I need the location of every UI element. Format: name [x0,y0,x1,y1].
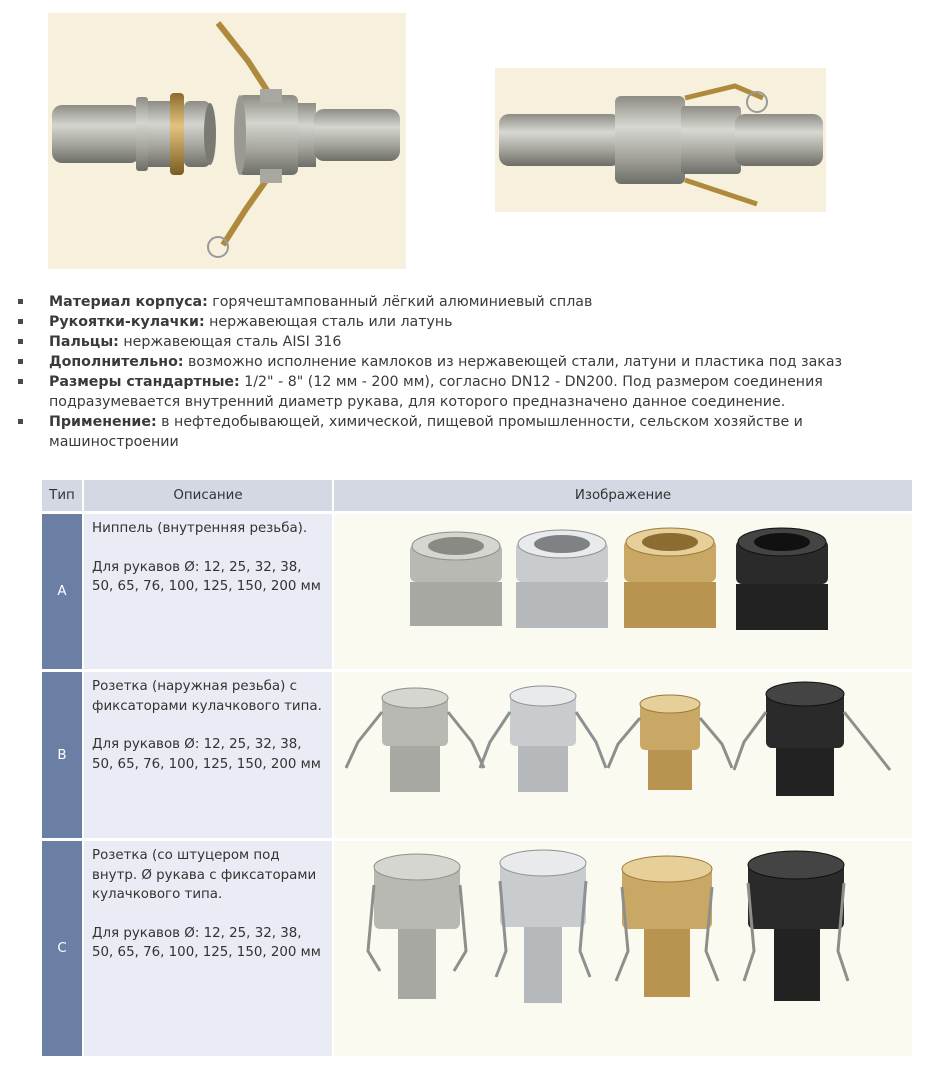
header-description: Описание [83,480,333,513]
specs-list [16,292,916,452]
header-image: Изображение [333,480,912,513]
spec-label: Размеры стандартные: [49,374,240,390]
spec-item [16,352,916,372]
fitting-brass [608,695,732,790]
spec-text: нержавеющая сталь AISI 316 [118,334,342,350]
table-row [42,840,912,1057]
type-cell: C [42,840,83,1057]
description-cell [83,671,333,840]
image-cell [333,671,912,840]
spec-item [16,372,916,412]
header-type: Тип [42,480,83,513]
description-cell [83,513,333,671]
description-sizes: Для рукавов Ø: 12, 25, 32, 38, 50, 65, 76, 100, 125, 150, 200 мм [92,737,321,772]
fitting-brass [624,528,716,628]
photo-connected-camlock [495,68,826,212]
fitting-steel [496,850,590,1003]
spec-text: возможно исполнение камлоков из нержавеющей стали, латуни и пластика под заказ [183,354,843,370]
fitting-aluminum [346,688,484,792]
type-a-fittings-illustration [334,514,913,669]
image-cell [333,840,912,1057]
camlock-disconnected-illustration [48,13,406,269]
table-row [42,671,912,840]
spec-item [16,292,916,312]
image-cell [333,513,912,671]
spec-text: нержавеющая сталь или латунь [204,314,453,330]
spec-label: Дополнительно: [49,354,184,370]
spec-text: 1/2" - 8" (12 мм - 200 мм), согласно DN12 - DN200. Под размером соединения подразумевается внутренний диаметр рукава, для которого предназначено данное соединение. [49,374,823,410]
camlock-types-table [42,480,912,1056]
fitting-aluminum [410,532,502,626]
photo-disconnected-camlock [48,13,406,269]
spec-text: горячештампованный лёгкий алюминиевый сплав [207,294,593,310]
description-sizes: Для рукавов Ø: 12, 25, 32, 38, 50, 65, 76, 100, 125, 150, 200 мм [92,559,321,594]
table-header-row [42,480,912,513]
fitting-brass [616,856,718,997]
fitting-plastic [734,682,890,796]
spec-label: Применение: [49,414,157,430]
spec-text: в нефтедобывающей, химической, пищевой промышленности, сельском хозяйстве и машиностроении [49,414,803,450]
description-title: Ниппель (внутренняя резьба). [92,521,308,536]
fitting-steel [480,686,606,792]
fitting-plastic [736,528,828,630]
description-title: Розетка (наружная резьба) с фиксаторами кулачкового типа. [92,679,322,714]
table-row [42,513,912,671]
description-sizes: Для рукавов Ø: 12, 25, 32, 38, 50, 65, 76, 100, 125, 150, 200 мм [92,925,321,960]
description-cell [83,840,333,1057]
camlock-connected-illustration [495,68,826,212]
spec-label: Пальцы: [49,334,119,350]
fitting-aluminum [368,854,466,999]
spec-item [16,332,916,352]
spec-label: Материал корпуса: [49,294,208,310]
type-cell: B [42,671,83,840]
spec-item [16,312,916,332]
type-cell: A [42,513,83,671]
type-c-fittings-illustration [334,841,913,1056]
fitting-steel [516,530,608,628]
description-title: Розетка (со штуцером под внутр. Ø рукава с фиксаторами кулачкового типа. [92,848,317,902]
fitting-plastic [744,851,848,1001]
spec-item [16,412,916,452]
spec-label: Рукоятки-кулачки: [49,314,205,330]
type-b-fittings-illustration [334,672,913,838]
